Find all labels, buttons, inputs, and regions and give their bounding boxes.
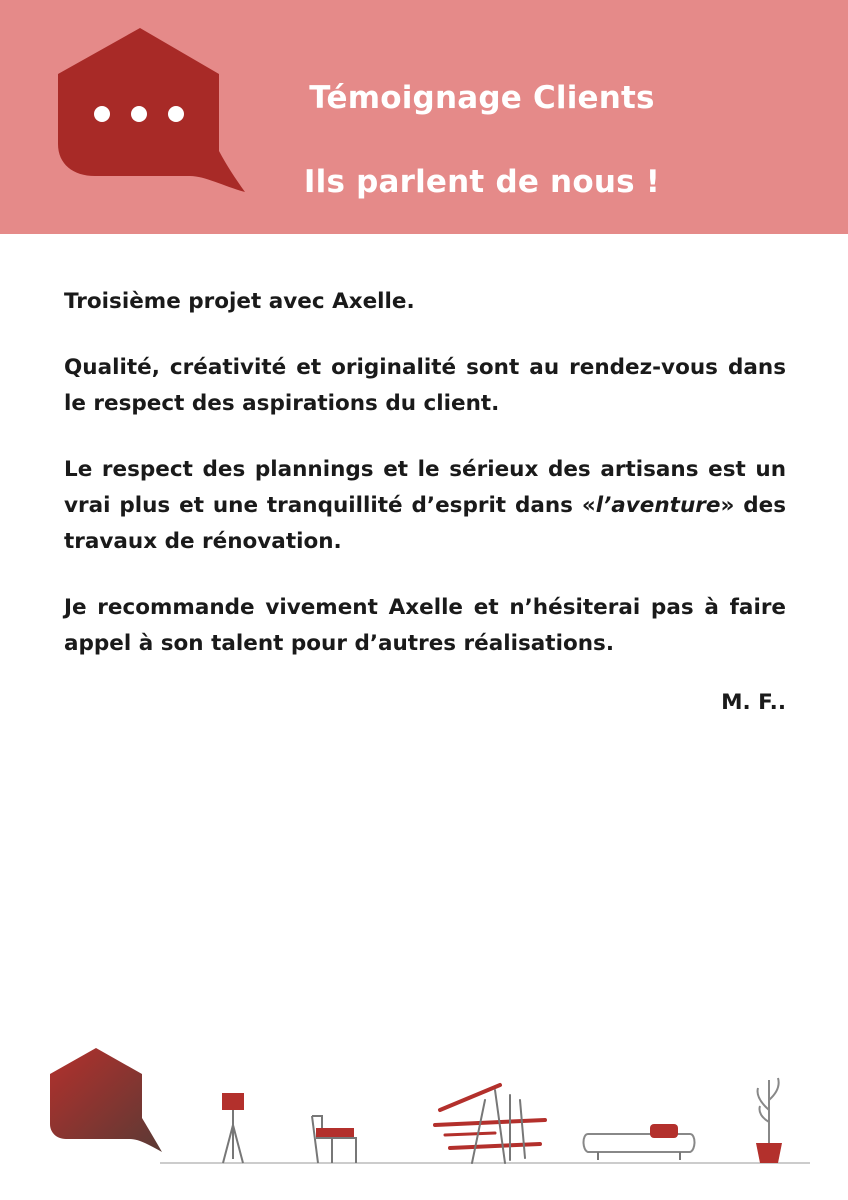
testimonial-signature: M. F.. [721,690,786,715]
planning-text-end: » des travaux de rénovation. [64,493,786,554]
testimonial-intro: Troisième projet avec Axelle. [64,289,415,314]
armchair-icon [312,1116,356,1163]
floor-lamp-icon [222,1093,244,1163]
planning-text-start: Le respect des plannings et le sérieux des artisans est un vrai plus et une tranquillité d’esprit dans « [64,457,786,518]
testimonial-text [64,284,786,692]
potted-plant-icon [756,1078,782,1163]
testimonial-paragraph-recommend: Je recommande vivement Axelle et n’hésiterai pas à faire appel à son talent pour d’autres réalisations. [64,595,786,656]
testimonial-paragraph-planning [64,452,786,560]
speech-bubble-house-icon [55,26,250,201]
page-title: Témoignage Clients [309,80,655,116]
footer-illustration [40,1040,810,1170]
header-banner [0,0,848,234]
planning-text-emphasis: l’aventure [595,493,721,518]
testimonial-paragraph-quality: Qualité, créativité et originalité sont au rendez-vous dans le respect des aspirations du client. [64,355,786,416]
page-subtitle: Ils parlent de nous ! [303,164,661,200]
speech-bubble-house-icon [50,1048,162,1152]
wood-planks-icon [435,1085,545,1163]
sofa-icon [584,1124,695,1160]
